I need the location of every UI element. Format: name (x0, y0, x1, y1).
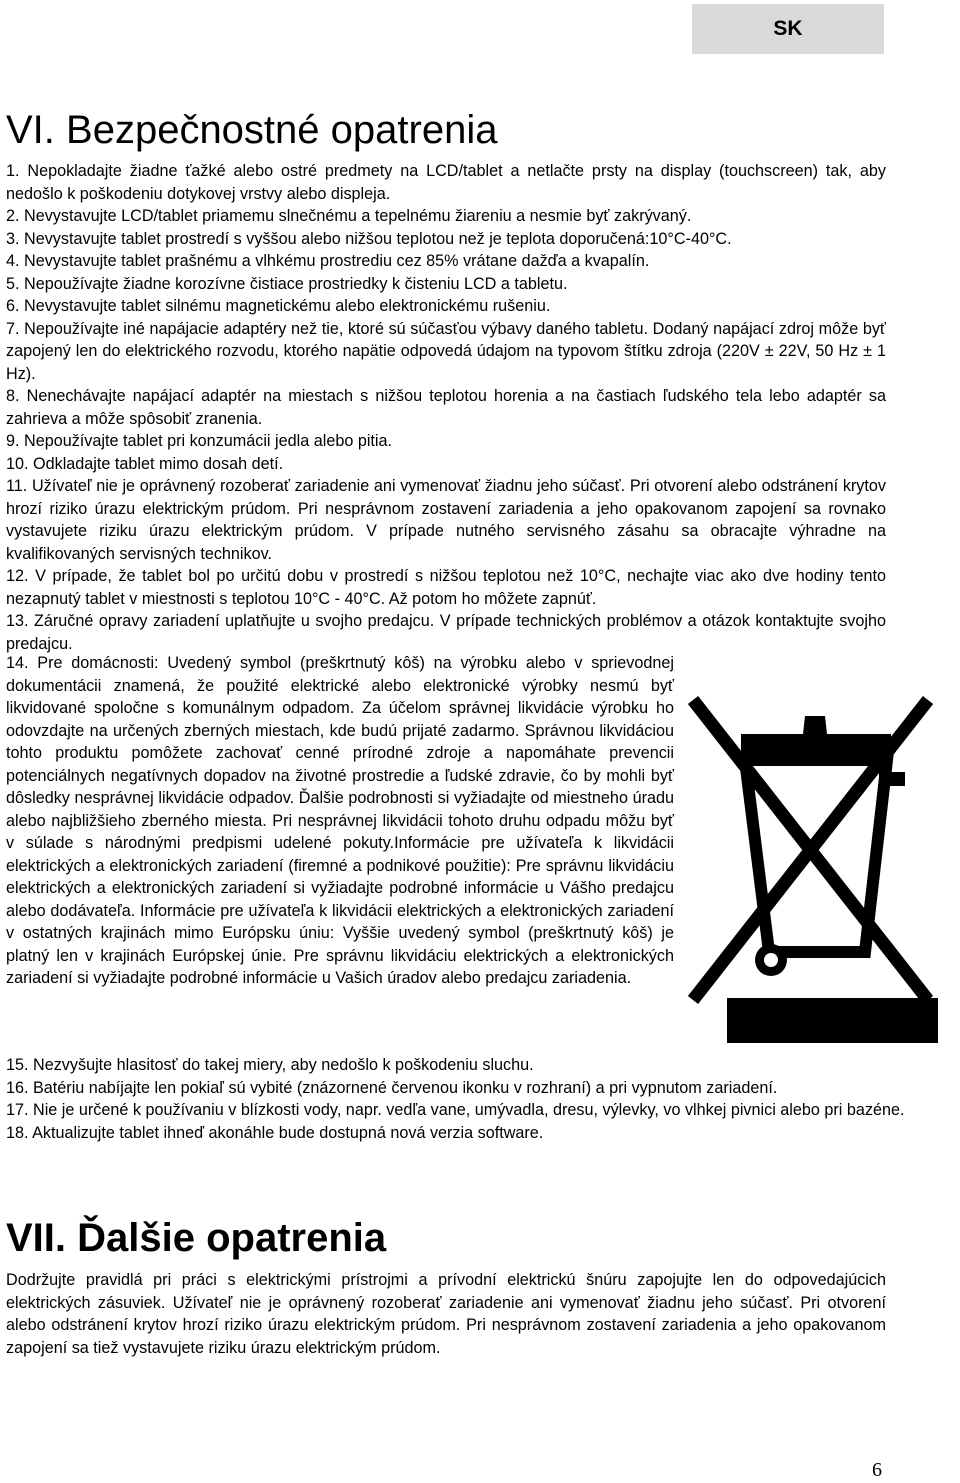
section-vi-title: VI. Bezpečnostné opatrenia (6, 108, 498, 152)
list-item: 11. Užívateľ nie je oprávnený rozoberať zariadenie ani vymenovať žiadnu jeho súčasť. Pri otvorení alebo odstránení krytov hrozí riziko úrazu elektrickým prúdom. Pri nesprávnom zostavení zariadenia a jeho opakovanom zapojení sa rovnako vystavujete riziku úrazu elektrickým prúdom. V prípade nutného servisného zásahu sa obracajte výhradne na kvalifikovaných servisných technikov. (6, 477, 886, 563)
safety-list-top (6, 160, 886, 655)
list-item: 17. Nie je určené k používaniu v blízkosti vody, napr. vedľa vane, umývadla, dresu, výlevky, vo vlhkej pivnici alebo pri bazéne. (6, 1101, 905, 1119)
list-item: 6. Nevystavujte tablet silnému magnetickému alebo elektronickému rušeniu. (6, 297, 551, 315)
page-number: 6 (872, 1459, 882, 1481)
list-item: 16. Batériu nabíjajte len pokiaľ sú vybité (znázornené červenou ikonku v rozhraní) a pri vypnutom zariadení. (6, 1078, 778, 1097)
section-vii-title: VII. Ďalšie opatrenia (6, 1216, 387, 1260)
list-item: 8. Nenechávajte napájací adaptér na miestach s nižšou teplotou horenia a na častiach ľudského tela lebo adaptér sa zahrieva a môže spôsobiť zranenia. (6, 387, 886, 428)
list-item: 12. V prípade, že tablet bol po určitú dobu v prostredí s nižšou teplotou než 10°C, nechajte viac ako dve hodiny tento nezapnutý tablet v miestnosti s teplotou 10°C - 40°C. Až potom ho môžete zapnúť. (6, 567, 886, 608)
list-item: 3. Nevystavujte tablet prostredí s vyššou alebo nižšou teplotou než je teplota doporučená:10°C-40°C. (6, 229, 732, 248)
list-item: 14. Pre domácnosti: Uvedený symbol (preškrtnutý kôš) na výrobku alebo v sprievodnej dokumentácii znamená, že použité elektrické alebo elektronické výrobky nesmú byť likvidované spoločne s komunálnym odpadom. Za účelom správnej likvidácie výrobku ho odovzdajte na určených zberných miestach, kde budú prijaté zadarmo. Správnou likvidáciou tohto produktu pomôžete zachovať cenné prírodné zdroje a napomáhate prevencii potenciálnych negatívnych dopadov na životné prostredie a ľudské zdravie, čo by mohli byť dôsledky nesprávnej likvidácie odpadov. Ďalšie podrobnosti si vyžiadajte od miestneho úradu alebo najbližšieho zberného miesta. Pri nesprávnej likvidácii tohoto druhu odpadu môžu byť v súlade s národnými predpismi udelené pokuty.Informácie pre užívateľa k likvidácii elektrických a elektronických zariadení (firemné a podnikové použitie): Pre správnu likvidáciu elektrických a elektronických zariadení si vyžiadajte podrobné informácie u Vášho predajcu alebo dodávateľa. Informácie pre užívateľa k likvidácii elektrických a elektronických zariadení v ostatných krajinách mimo Európsku úniu: Vyššie uvedený symbol (preškrtnutý kôš) je platný len v krajinách Európskej únie. Pre správnu likvidáciu elektrických a elektronických zariadení si vyžiadajte podrobné informácie u Vašich úradov alebo predajcu zariadenia. (6, 654, 674, 987)
list-item: 7. Nepoužívajte iné napájacie adaptéry než tie, ktoré sú súčasťou výbavy daného tabletu. Dodaný napájací zdroj môže byť zapojený len do elektrického rozvodu, ktorého napätie odpovedá údajom na typovom štítku zdroja (220V ± 22V, 50 Hz ± 1 Hz). (6, 319, 886, 383)
list-item: 10. Odkladajte tablet mimo dosah detí. (6, 454, 284, 473)
language-badge: SK (692, 4, 884, 54)
list-item: 9. Nepoužívajte tablet pri konzumácii jedla alebo pitia. (6, 432, 393, 450)
list-item: 2. Nevystavujte LCD/tablet priamemu slnečnému a tepelnému žiareniu a nesmie byť zakrývaný. (6, 207, 692, 225)
list-item: 18. Aktualizujte tablet ihneď akonáhle bude dostupná nová verzia software. (6, 1123, 544, 1142)
list-item: 13. Záručné opravy zariadení uplatňujte u svojho predajcu. V prípade technických problémov a otázok kontaktujte svojho predajcu. (6, 612, 886, 653)
list-item: 1. Nepokladajte žiadne ťažké alebo ostré predmety na LCD/tablet a netlačte prsty na display (touchscreen) tak, aby nedošlo k poškodeniu dotykovej vrstvy alebo displeja. (6, 162, 886, 203)
list-item: 15. Nezvyšujte hlasitosť do takej miery, aby nedošlo k poškodeniu sluchu. (6, 1056, 534, 1074)
list-item: 5. Nepoužívajte žiadne korozívne čistiace prostriedky k čisteniu LCD a tabletu. (6, 274, 568, 293)
safety-list-bottom (6, 1054, 914, 1144)
paragraph: Dodržujte pravidlá pri práci s elektrickými prístrojmi a prívodní elektrickú šnúru zapojujte len do odpovedajúcich elektrických zásuviek. Užívateľ nie je oprávnený rozoberať zariadenie ani vymenovať žiadnu jeho súčasť. Pri otvorení alebo odstránení krytov hrozí riziko úrazu elektrickým prúdom. Pri nesprávnom zostavení zariadenia a jeho opakovanom zapojení sa tiež vystavujete riziku úrazu elektrickým prúdom. (6, 1271, 886, 1357)
list-item: 4. Nevystavujte tablet prašnému a vlhkému prostrediu cez 85% vrátane dažďa a kvapalín. (6, 252, 650, 270)
section-vii-body (6, 1269, 886, 1359)
disposal-paragraph (6, 652, 674, 990)
crossed-out-wheelie-bin-icon (683, 660, 938, 1045)
